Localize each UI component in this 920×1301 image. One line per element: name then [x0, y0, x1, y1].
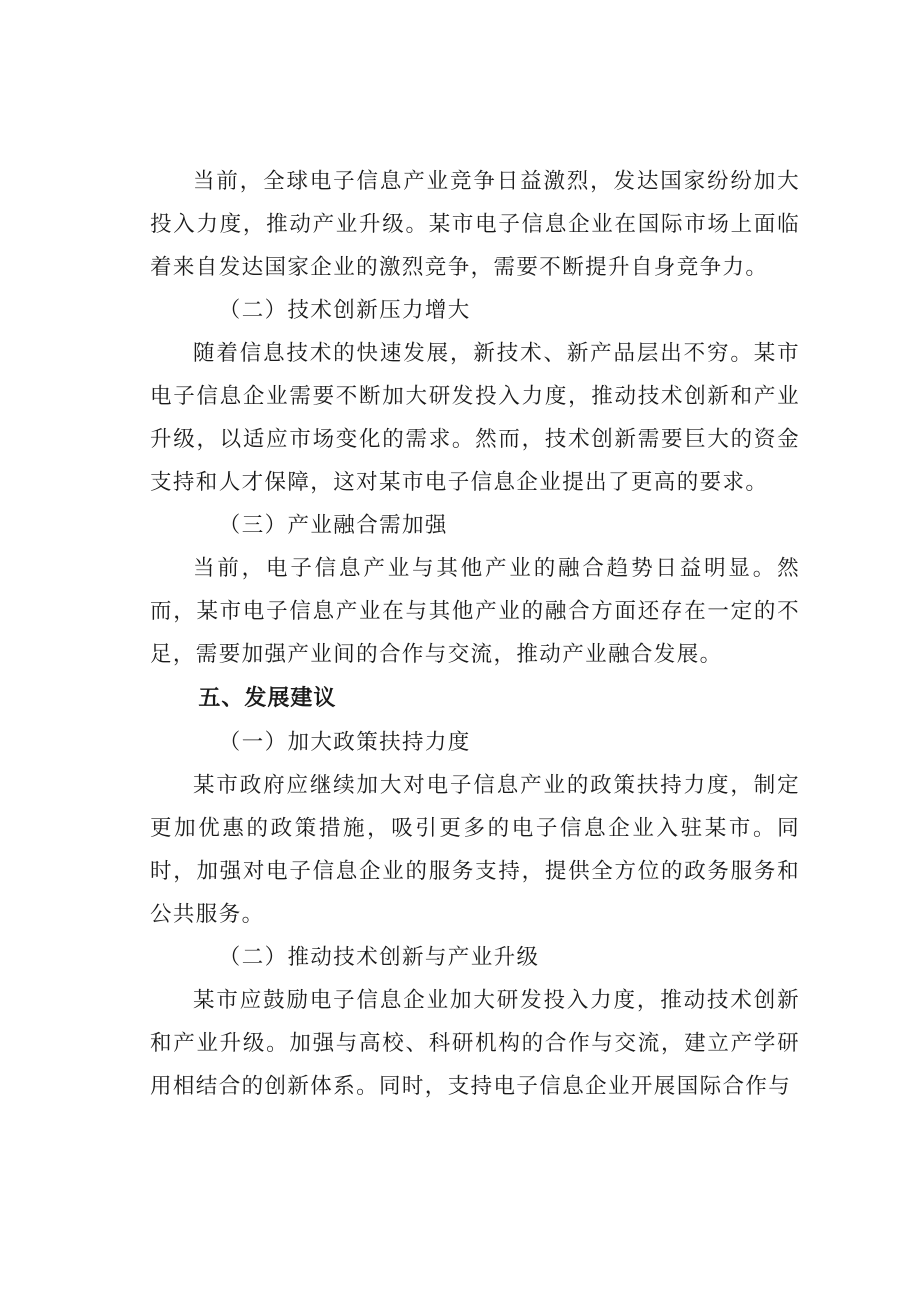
subheading-industry-integration: （三）产业融合需加强 [218, 513, 448, 538]
paragraph-competition: 当前，全球电子信息产业竞争日益激烈，发达国家纷纷加大投入力度，推动产业升级。某市电子信息企业在国际市场上面临着来自发达国家企业的激烈竞争，需要不断提升自身竞争力。 [150, 169, 800, 280]
paragraph-tech-innovation: 随着信息技术的快速发展，新技术、新产品层出不穷。某市电子信息企业需要不断加大研发投入力度，推动技术创新和产业升级，以适应市场变化的需求。然而，技术创新需要巨大的资金支持和人才保障，这对某市电子信息企业提出了更高的要求。 [150, 341, 800, 495]
subheading-policy-support: （一）加大政策扶持力度 [218, 730, 471, 755]
paragraph-tech-upgrade: 某市应鼓励电子信息企业加大研发投入力度，推动技术创新和产业升级。加强与高校、科研机构的合作与交流，建立产学研用相结合的创新体系。同时，支持电子信息企业开展国际合作与 [150, 988, 800, 1099]
document-body [150, 160, 800, 1108]
paragraph-policy-support: 某市政府应继续加大对电子信息产业的政策扶持力度，制定更加优惠的政策措施，吸引更多的电子信息企业入驻某市。同时，加强对电子信息企业的服务支持，提供全方位的政务服务和公共服务。 [150, 773, 800, 927]
subheading-tech-upgrade: （二）推动技术创新与产业升级 [218, 945, 540, 970]
subheading-tech-innovation-pressure: （二）技术创新压力增大 [218, 298, 471, 323]
section-heading-development-suggestions: 五、发展建议 [198, 686, 337, 711]
paragraph-industry-integration: 当前，电子信息产业与其他产业的融合趋势日益明显。然而，某市电子信息产业在与其他产业的融合方面还存在一定的不足，需要加强产业间的合作与交流，推动产业融合发展。 [150, 556, 800, 667]
